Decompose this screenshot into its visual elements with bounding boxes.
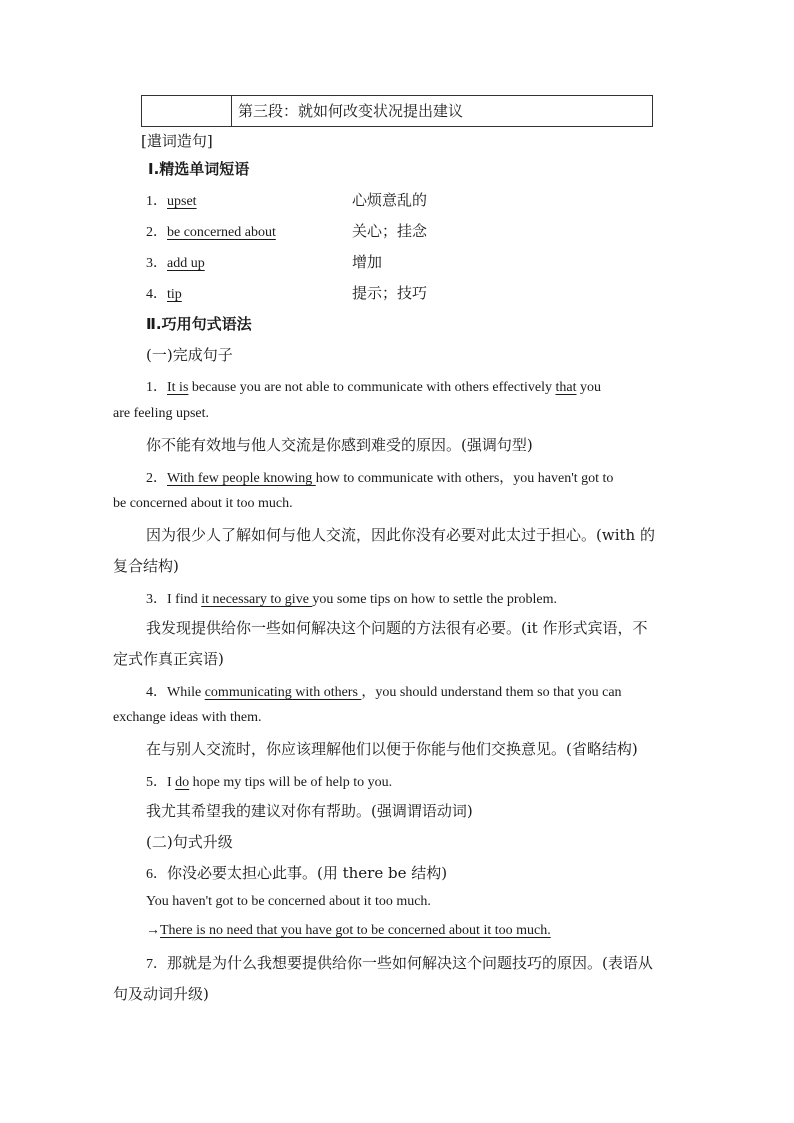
vocab-item-1 [146, 190, 197, 210]
section-tag: [遣词造句] [141, 132, 213, 150]
question-4-translation: 在与别人交流时，你应该理解他们以便于你能与他们交换意见。(省略结构) [146, 740, 638, 758]
vocab-num: 4． [146, 287, 167, 302]
outline-table-row [141, 95, 653, 127]
question-1-translation: 你不能有效地与他人交流是你感到难受的原因。(强调句型) [146, 436, 533, 454]
question-5-line1: 5．I do hope my tips will be of help to you. [146, 775, 393, 790]
question-1-line2: are feeling upset. [113, 406, 210, 421]
vocab-item-4 [146, 283, 182, 303]
vocab-answer: upset [167, 194, 197, 209]
question-4-line2: exchange ideas with them. [113, 710, 262, 725]
answer-blank: With few people knowing [167, 471, 316, 486]
question-2-translation: 因为很少人了解如何与他人交流，因此你没有必要对此太过于担心。(with 的 [146, 526, 655, 544]
vocab-answer: add up [167, 256, 205, 271]
question-7-prompt-cont: 句及动词升级) [113, 985, 209, 1003]
question-3-translation-cont: 定式作真正宾语) [113, 650, 224, 668]
vocab-meaning-3: 增加 [352, 253, 383, 271]
answer-blank: it necessary to give [201, 592, 313, 607]
answer-blank: that [555, 380, 577, 395]
question-4-line1: 4．While communicating with others ，you should understand them so that you can [146, 685, 622, 700]
question-6-answer [146, 923, 551, 939]
answer-blank: communicating with others [204, 685, 362, 700]
vocab-num: 2． [146, 225, 167, 240]
vocab-meaning-1: 心烦意乱的 [352, 191, 428, 209]
vocab-meaning-4: 提示；技巧 [352, 284, 428, 302]
question-1-line1: 1．It is because you are not able to communicate with others effectively that you [146, 380, 601, 395]
question-6-prompt: 6．你没必要太担心此事。(用 there be 结构) [146, 864, 448, 882]
vocab-num: 3． [146, 256, 167, 271]
vocab-item-2 [146, 221, 276, 241]
question-2-line2: be concerned about it too much. [113, 496, 293, 511]
vocab-item-3 [146, 252, 205, 272]
subsection-sentence-upgrade: (二)句式升级 [146, 833, 233, 851]
question-6-original: You haven't got to be concerned about it too much. [146, 894, 431, 909]
vocab-answer: be concerned about [167, 225, 276, 240]
outline-paragraph-text: 第三段：就如何改变状况提出建议 [238, 102, 464, 120]
vocab-answer: tip [167, 287, 182, 302]
arrow-icon: → [146, 923, 160, 938]
outline-empty-cell [142, 96, 232, 126]
part1-heading: Ⅰ.精选单词短语 [148, 160, 250, 178]
question-7-prompt: 7．那就是为什么我想要提供给你一些如何解决这个问题技巧的原因。(表语从 [146, 954, 653, 972]
question-3-translation: 我发现提供给你一些如何解决这个问题的方法很有必要。(it 作形式宾语，不 [146, 619, 648, 637]
answer-blank: do [175, 775, 190, 790]
answer-blank: It is [167, 380, 189, 395]
part2-heading: Ⅱ.巧用句式语法 [146, 315, 252, 333]
question-2-translation-cont: 复合结构) [113, 557, 179, 575]
vocab-num: 1． [146, 194, 167, 209]
question-5-translation: 我尤其希望我的建议对你有帮助。(强调谓语动词) [146, 802, 473, 820]
vocab-meaning-2: 关心；挂念 [352, 222, 428, 240]
question-2-line1: 2．With few people knowing how to communicate with others，you haven't got to [146, 471, 614, 486]
answer-blank: There is no need that you have got to be concerned about it too much. [160, 923, 551, 938]
subsection-complete-sentences: (一)完成句子 [146, 346, 233, 364]
question-3-line1: 3．I find it necessary to give you some tips on how to settle the problem. [146, 592, 557, 607]
